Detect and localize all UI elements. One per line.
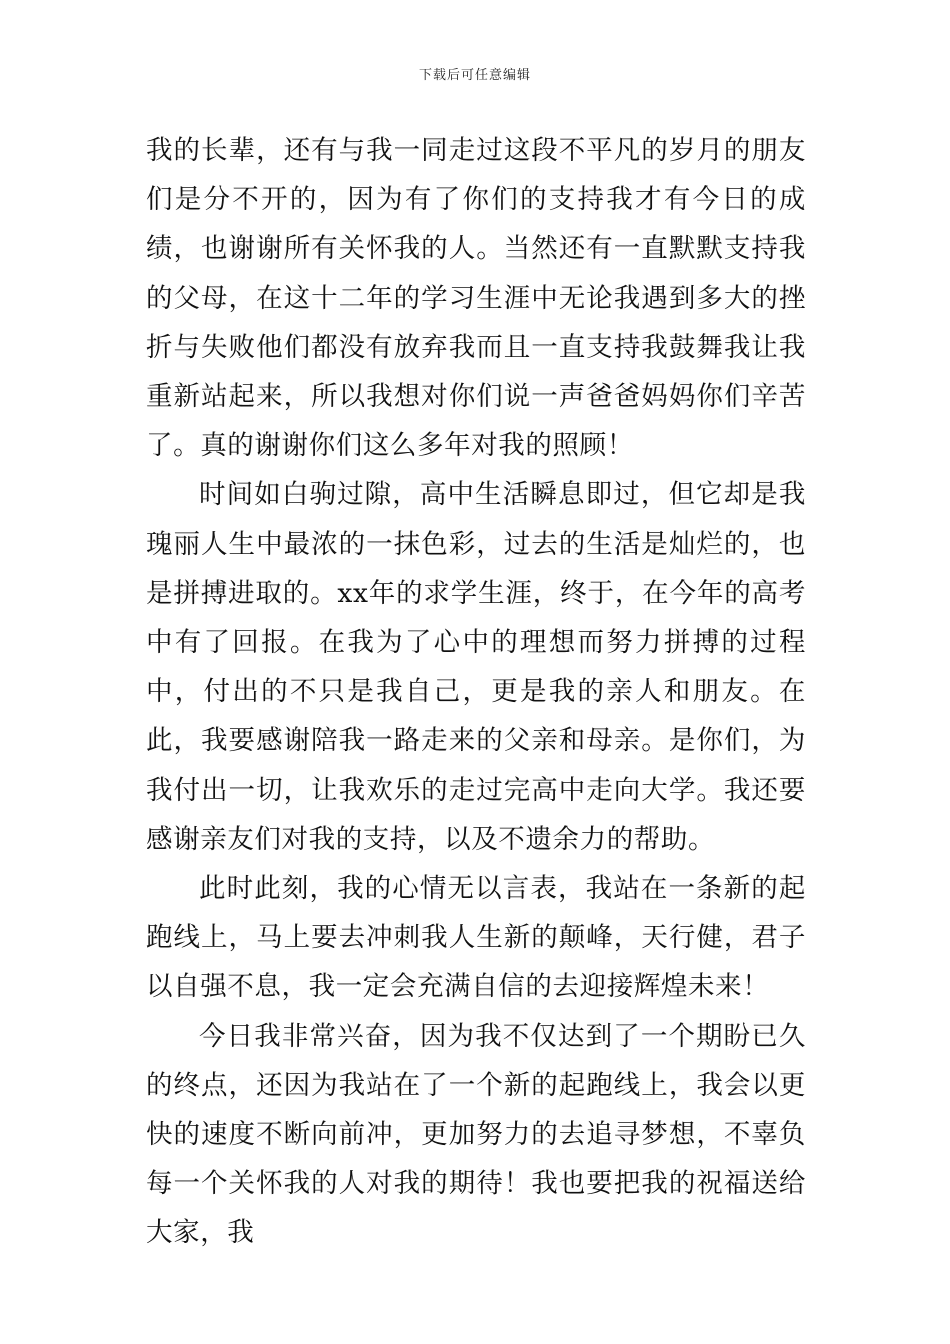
document-body <box>146 126 806 1258</box>
paragraph-2: 时间如白驹过隙，高中生活瞬息即过，但它却是我瑰丽人生中最浓的一抹色彩，过去的生活是灿烂的，也是拼搏进取的。xx年的求学生涯，终于，在今年的高考中有了回报。在我为了心中的理想而努力拼搏的过程中，付出的不只是我自己，更是我的亲人和朋友。在此，我要感谢陪我一路走来的父亲和母亲。是你们，为我付出一切，让我欢乐的走过完高中走向大学。我还要感谢亲友们对我的支持，以及不遗余力的帮助。 <box>146 479 806 855</box>
paragraph-1: 我的长辈，还有与我一同走过这段不平凡的岁月的朋友们是分不开的，因为有了你们的支持我才有今日的成绩，也谢谢所有关怀我的人。当然还有一直默默支持我的父母，在这十二年的学习生涯中无论我遇到多大的挫折与失败他们都没有放弃我而且一直支持我鼓舞我让我重新站起来，所以我想对你们说一声爸爸妈妈你们辛苦了。真的谢谢你们这么多年对我的照顾！ <box>146 135 806 462</box>
header-note: 下载后可任意编辑 <box>418 68 531 83</box>
paragraph-4: 今日我非常兴奋，因为我不仅达到了一个期盼已久的终点，还因为我站在了一个新的起跑线上，我会以更快的速度不断向前冲，更加努力的去追寻梦想，不辜负每一个关怀我的人对我的期待！我也要把我的祝福送给大家，我 <box>146 1020 806 1249</box>
paragraph-3: 此时此刻，我的心情无以言表，我站在一条新的起跑线上，马上要去冲刺我人生新的颠峰，天行健，君子以自强不息，我一定会充满自信的去迎接辉煌未来！ <box>146 873 806 1003</box>
